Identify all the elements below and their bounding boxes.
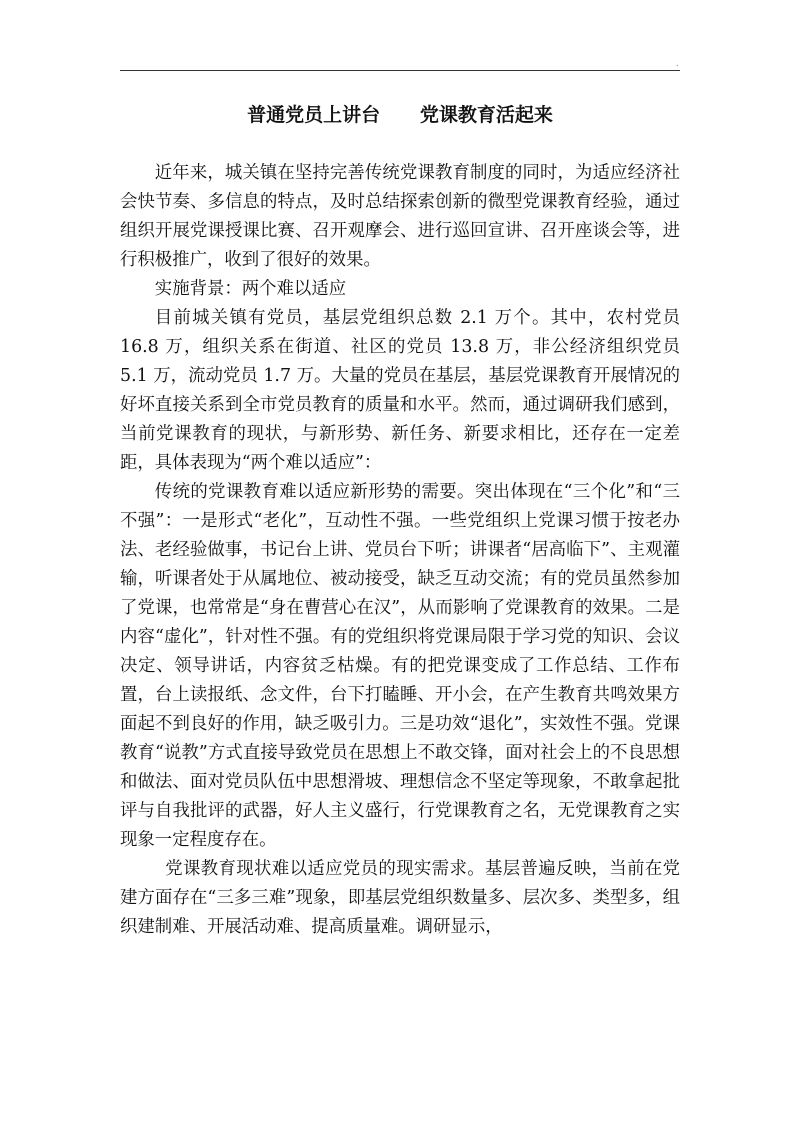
document-title: 普通党员上讲台 党课教育活起来 [247,104,553,126]
header-rule [120,70,680,71]
paragraph-member-needs: 党课教育现状难以适应党员的现实需求。基层普遍反映，当前在党建方面存在“三多三难”现象，即基层党组织数量多、层次多、类型多，组织建制难、开展活动难、提高质量难。调研显示， [120,859,680,937]
paragraph-traditional-education: 传统的党课教育难以适应新形势的需要。突出体现在“三个化”和“三不强”：一是形式“老化”，互动性不强。一些党组织上党课习惯于按老办法、老经验做事，书记台上讲、党员台下听；讲课者“居高临下”、主观灌输，听课者处于从属地位、被动接受，缺乏互动交流；有的党员虽然参加了党课，也常常是“身在曹营心在汉”，从而影响了党课教育的效果。二是内容“虚化”，针对性不强。有的党组织将党课局限于学习党的知识、会议决定、领导讲话，内容贫乏枯燥。有的把党课变成了工作总结、工作布置，台上读报纸、念文件，台下打瞌睡、开小会，在产生教育共鸣效果方面起不到良好的作用，缺乏吸引力。三是功效“退化”，实效性不强。党课教育“说教”方式直接导致党员在思想上不敢交锋，面对社会上的不良思想和做法、面对党员队伍中思想滑坡、理想信念不坚定等现象，不敢拿起批评与自我批评的武器，好人主义盛行，行党课教育之名，无党课教育之实现象一定程度存在。 [120,482,680,850]
paragraph-section-heading: 实施背景：两个难以适应 [154,279,347,299]
paragraph-statistics: 目前城关镇有党员，基层党组织总数 2.1 万个。其中，农村党员 16.8 万，组织关系在街道、社区的党员 13.8 万，非公经济组织党员 5.1 万，流动党员 1.7 万。大量的党员在基层，基层党课教育开展情况的好坏直接关系到全市党员教育的质量和水平。然而，通过调研我们感到，当前党课教育的现状，与新形势、新任务、新要求相比，还存在一定差距，具体表现为“两个难以适应”： [120,308,680,473]
document-body [120,159,680,942]
paragraph-intro: 近年来，城关镇在坚持完善传统党课教育制度的同时，为适应经济社会快节奏、多信息的特点，及时总结探索创新的微型党课教育经验，通过组织开展党课授课比赛、召开观摩会、进行巡回宣讲、召开座谈会等，进行积极推广，收到了很好的效果。 [120,163,680,270]
corner-mark: . [676,59,679,68]
